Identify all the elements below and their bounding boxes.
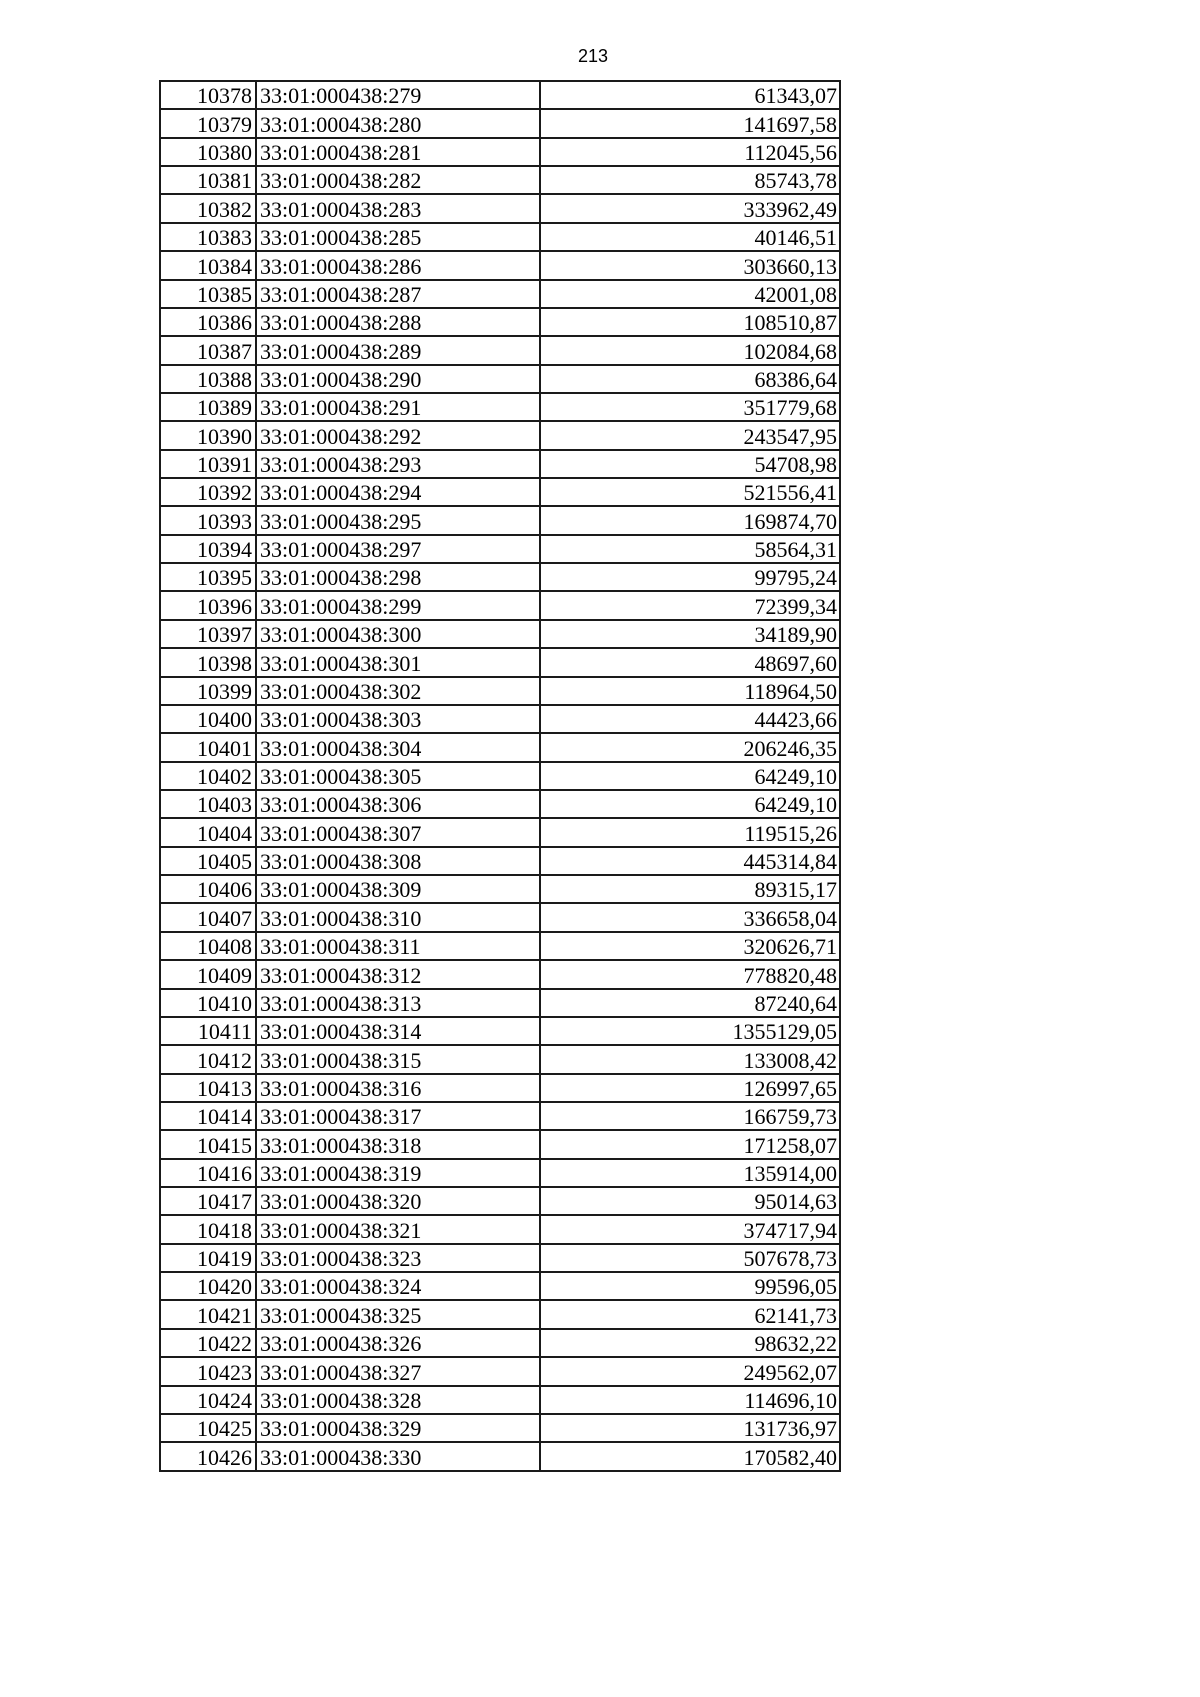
cadastral-value-cell: 112045,56 <box>540 138 840 166</box>
row-number-cell: 10417 <box>160 1187 256 1215</box>
row-number-cell: 10381 <box>160 166 256 194</box>
table-row <box>160 365 840 393</box>
cadastral-value-cell: 108510,87 <box>540 308 840 336</box>
cadastral-number-cell: 33:01:000438:327 <box>256 1357 540 1385</box>
table-row <box>160 847 840 875</box>
row-number-cell: 10415 <box>160 1130 256 1158</box>
cadastral-number-cell: 33:01:000438:288 <box>256 308 540 336</box>
cadastral-value-cell: 72399,34 <box>540 591 840 619</box>
row-number-cell: 10395 <box>160 563 256 591</box>
table-row <box>160 478 840 506</box>
cadastral-value-cell: 61343,07 <box>540 81 840 109</box>
cadastral-number-cell: 33:01:000438:280 <box>256 109 540 137</box>
cadastral-number-cell: 33:01:000438:283 <box>256 194 540 222</box>
table-row <box>160 818 840 846</box>
row-number-cell: 10396 <box>160 591 256 619</box>
table-row <box>160 194 840 222</box>
table-row <box>160 308 840 336</box>
table-row <box>160 705 840 733</box>
row-number-cell: 10379 <box>160 109 256 137</box>
row-number-cell: 10412 <box>160 1045 256 1073</box>
cadastral-number-cell: 33:01:000438:308 <box>256 847 540 875</box>
table-row <box>160 81 840 109</box>
row-number-cell: 10393 <box>160 506 256 534</box>
cadastral-number-cell: 33:01:000438:307 <box>256 818 540 846</box>
cadastral-value-cell: 34189,90 <box>540 620 840 648</box>
table-row <box>160 620 840 648</box>
cadastral-number-cell: 33:01:000438:315 <box>256 1045 540 1073</box>
cadastral-number-cell: 33:01:000438:295 <box>256 506 540 534</box>
cadastral-value-cell: 135914,00 <box>540 1159 840 1187</box>
row-number-cell: 10407 <box>160 903 256 931</box>
cadastral-value-cell: 114696,10 <box>540 1386 840 1414</box>
cadastral-number-cell: 33:01:000438:319 <box>256 1159 540 1187</box>
cadastral-number-cell: 33:01:000438:306 <box>256 790 540 818</box>
row-number-cell: 10414 <box>160 1102 256 1130</box>
table-row <box>160 1187 840 1215</box>
cadastral-number-cell: 33:01:000438:325 <box>256 1300 540 1328</box>
row-number-cell: 10383 <box>160 223 256 251</box>
table-row <box>160 1357 840 1385</box>
table-row <box>160 762 840 790</box>
cadastral-value-cell: 102084,68 <box>540 336 840 364</box>
cadastral-value-cell: 166759,73 <box>540 1102 840 1130</box>
row-number-cell: 10385 <box>160 280 256 308</box>
cadastral-number-cell: 33:01:000438:282 <box>256 166 540 194</box>
cadastral-value-cell: 89315,17 <box>540 875 840 903</box>
table-row <box>160 251 840 279</box>
row-number-cell: 10411 <box>160 1017 256 1045</box>
row-number-cell: 10399 <box>160 677 256 705</box>
cadastral-value-cell: 58564,31 <box>540 535 840 563</box>
cadastral-number-cell: 33:01:000438:291 <box>256 393 540 421</box>
table-row <box>160 336 840 364</box>
cadastral-number-cell: 33:01:000438:318 <box>256 1130 540 1158</box>
table-row <box>160 1272 840 1300</box>
row-number-cell: 10387 <box>160 336 256 364</box>
cadastral-value-cell: 64249,10 <box>540 790 840 818</box>
table-row <box>160 1130 840 1158</box>
cadastral-value-cell: 119515,26 <box>540 818 840 846</box>
cadastral-number-cell: 33:01:000438:285 <box>256 223 540 251</box>
table-row <box>160 1017 840 1045</box>
cadastral-number-cell: 33:01:000438:300 <box>256 620 540 648</box>
table-row <box>160 989 840 1017</box>
table-row <box>160 223 840 251</box>
cadastral-value-cell: 303660,13 <box>540 251 840 279</box>
cadastral-number-cell: 33:01:000438:314 <box>256 1017 540 1045</box>
row-number-cell: 10416 <box>160 1159 256 1187</box>
cadastral-number-cell: 33:01:000438:313 <box>256 989 540 1017</box>
cadastral-number-cell: 33:01:000438:292 <box>256 421 540 449</box>
cadastral-value-cell: 62141,73 <box>540 1300 840 1328</box>
cadastral-value-cell: 171258,07 <box>540 1130 840 1158</box>
row-number-cell: 10397 <box>160 620 256 648</box>
cadastral-value-cell: 333962,49 <box>540 194 840 222</box>
cadastral-number-cell: 33:01:000438:303 <box>256 705 540 733</box>
cadastral-value-cell: 54708,98 <box>540 450 840 478</box>
table-row <box>160 138 840 166</box>
cadastral-value-cell: 99596,05 <box>540 1272 840 1300</box>
table-row <box>160 591 840 619</box>
row-number-cell: 10401 <box>160 733 256 761</box>
table-row <box>160 648 840 676</box>
row-number-cell: 10413 <box>160 1074 256 1102</box>
table-row <box>160 1159 840 1187</box>
table-row <box>160 109 840 137</box>
table-row <box>160 875 840 903</box>
cadastral-value-cell: 44423,66 <box>540 705 840 733</box>
cadastral-value-cell: 521556,41 <box>540 478 840 506</box>
row-number-cell: 10382 <box>160 194 256 222</box>
cadastral-value-cell: 141697,58 <box>540 109 840 137</box>
table-row <box>160 790 840 818</box>
table-row <box>160 1300 840 1328</box>
cadastral-number-cell: 33:01:000438:328 <box>256 1386 540 1414</box>
table-row <box>160 563 840 591</box>
cadastral-value-cell: 1355129,05 <box>540 1017 840 1045</box>
cadastral-value-cell: 64249,10 <box>540 762 840 790</box>
row-number-cell: 10388 <box>160 365 256 393</box>
table-row <box>160 1045 840 1073</box>
row-number-cell: 10410 <box>160 989 256 1017</box>
row-number-cell: 10389 <box>160 393 256 421</box>
cadastral-number-cell: 33:01:000438:330 <box>256 1442 540 1470</box>
table-row <box>160 393 840 421</box>
row-number-cell: 10394 <box>160 535 256 563</box>
cadastral-number-cell: 33:01:000438:305 <box>256 762 540 790</box>
cadastral-number-cell: 33:01:000438:294 <box>256 478 540 506</box>
table-row <box>160 1215 840 1243</box>
cadastral-number-cell: 33:01:000438:309 <box>256 875 540 903</box>
row-number-cell: 10409 <box>160 960 256 988</box>
row-number-cell: 10392 <box>160 478 256 506</box>
cadastral-number-cell: 33:01:000438:293 <box>256 450 540 478</box>
table-row <box>160 1386 840 1414</box>
row-number-cell: 10378 <box>160 81 256 109</box>
cadastral-value-cell: 351779,68 <box>540 393 840 421</box>
cadastral-value-cell: 170582,40 <box>540 1442 840 1470</box>
row-number-cell: 10421 <box>160 1300 256 1328</box>
cadastral-value-cell: 68386,64 <box>540 365 840 393</box>
cadastral-value-cell: 507678,73 <box>540 1244 840 1272</box>
row-number-cell: 10426 <box>160 1442 256 1470</box>
cadastral-value-cell: 133008,42 <box>540 1045 840 1073</box>
table-row <box>160 280 840 308</box>
cadastral-number-cell: 33:01:000438:320 <box>256 1187 540 1215</box>
row-number-cell: 10408 <box>160 932 256 960</box>
cadastral-number-cell: 33:01:000438:299 <box>256 591 540 619</box>
cadastral-number-cell: 33:01:000438:302 <box>256 677 540 705</box>
cadastral-number-cell: 33:01:000438:298 <box>256 563 540 591</box>
cadastral-value-cell: 118964,50 <box>540 677 840 705</box>
cadastral-number-cell: 33:01:000438:281 <box>256 138 540 166</box>
cadastral-number-cell: 33:01:000438:311 <box>256 932 540 960</box>
table-row <box>160 1244 840 1272</box>
cadastral-number-cell: 33:01:000438:326 <box>256 1329 540 1357</box>
cadastral-value-cell: 131736,97 <box>540 1414 840 1442</box>
table-row <box>160 677 840 705</box>
table-row <box>160 1414 840 1442</box>
table-row <box>160 903 840 931</box>
table-row <box>160 733 840 761</box>
row-number-cell: 10380 <box>160 138 256 166</box>
cadastral-number-cell: 33:01:000438:317 <box>256 1102 540 1130</box>
cadastral-value-cell: 48697,60 <box>540 648 840 676</box>
cadastral-number-cell: 33:01:000438:286 <box>256 251 540 279</box>
table-row <box>160 960 840 988</box>
row-number-cell: 10398 <box>160 648 256 676</box>
cadastral-value-cell: 40146,51 <box>540 223 840 251</box>
table-row <box>160 1102 840 1130</box>
cadastral-number-cell: 33:01:000438:316 <box>256 1074 540 1102</box>
cadastral-number-cell: 33:01:000438:329 <box>256 1414 540 1442</box>
row-number-cell: 10403 <box>160 790 256 818</box>
row-number-cell: 10390 <box>160 421 256 449</box>
row-number-cell: 10404 <box>160 818 256 846</box>
cadastral-number-cell: 33:01:000438:301 <box>256 648 540 676</box>
table-row <box>160 421 840 449</box>
cadastral-number-cell: 33:01:000438:324 <box>256 1272 540 1300</box>
row-number-cell: 10384 <box>160 251 256 279</box>
cadastral-number-cell: 33:01:000438:323 <box>256 1244 540 1272</box>
cadastral-number-cell: 33:01:000438:289 <box>256 336 540 364</box>
cadastral-value-cell: 778820,48 <box>540 960 840 988</box>
row-number-cell: 10400 <box>160 705 256 733</box>
row-number-cell: 10422 <box>160 1329 256 1357</box>
cadastral-number-cell: 33:01:000438:297 <box>256 535 540 563</box>
cadastral-value-table <box>159 80 841 1472</box>
page-number: 213 <box>577 46 609 66</box>
cadastral-value-cell: 99795,24 <box>540 563 840 591</box>
row-number-cell: 10386 <box>160 308 256 336</box>
cadastral-value-cell: 98632,22 <box>540 1329 840 1357</box>
table-row <box>160 166 840 194</box>
row-number-cell: 10424 <box>160 1386 256 1414</box>
table-row <box>160 535 840 563</box>
cadastral-value-cell: 320626,71 <box>540 932 840 960</box>
cadastral-value-cell: 87240,64 <box>540 989 840 1017</box>
cadastral-value-cell: 249562,07 <box>540 1357 840 1385</box>
cadastral-value-cell: 206246,35 <box>540 733 840 761</box>
row-number-cell: 10402 <box>160 762 256 790</box>
cadastral-value-cell: 95014,63 <box>540 1187 840 1215</box>
table-row <box>160 1329 840 1357</box>
cadastral-value-cell: 126997,65 <box>540 1074 840 1102</box>
cadastral-number-cell: 33:01:000438:304 <box>256 733 540 761</box>
row-number-cell: 10391 <box>160 450 256 478</box>
cadastral-number-cell: 33:01:000438:321 <box>256 1215 540 1243</box>
table-body <box>160 81 840 1471</box>
cadastral-value-cell: 336658,04 <box>540 903 840 931</box>
cadastral-number-cell: 33:01:000438:290 <box>256 365 540 393</box>
cadastral-number-cell: 33:01:000438:287 <box>256 280 540 308</box>
row-number-cell: 10405 <box>160 847 256 875</box>
row-number-cell: 10406 <box>160 875 256 903</box>
table-row <box>160 506 840 534</box>
table-row <box>160 1442 840 1470</box>
cadastral-value-cell: 445314,84 <box>540 847 840 875</box>
row-number-cell: 10418 <box>160 1215 256 1243</box>
cadastral-value-cell: 243547,95 <box>540 421 840 449</box>
cadastral-number-cell: 33:01:000438:312 <box>256 960 540 988</box>
cadastral-value-cell: 374717,94 <box>540 1215 840 1243</box>
cadastral-value-cell: 42001,08 <box>540 280 840 308</box>
row-number-cell: 10423 <box>160 1357 256 1385</box>
cadastral-number-cell: 33:01:000438:310 <box>256 903 540 931</box>
table-row <box>160 1074 840 1102</box>
cadastral-value-cell: 85743,78 <box>540 166 840 194</box>
row-number-cell: 10419 <box>160 1244 256 1272</box>
row-number-cell: 10420 <box>160 1272 256 1300</box>
row-number-cell: 10425 <box>160 1414 256 1442</box>
cadastral-value-cell: 169874,70 <box>540 506 840 534</box>
table-row <box>160 932 840 960</box>
cadastral-number-cell: 33:01:000438:279 <box>256 81 540 109</box>
table-row <box>160 450 840 478</box>
